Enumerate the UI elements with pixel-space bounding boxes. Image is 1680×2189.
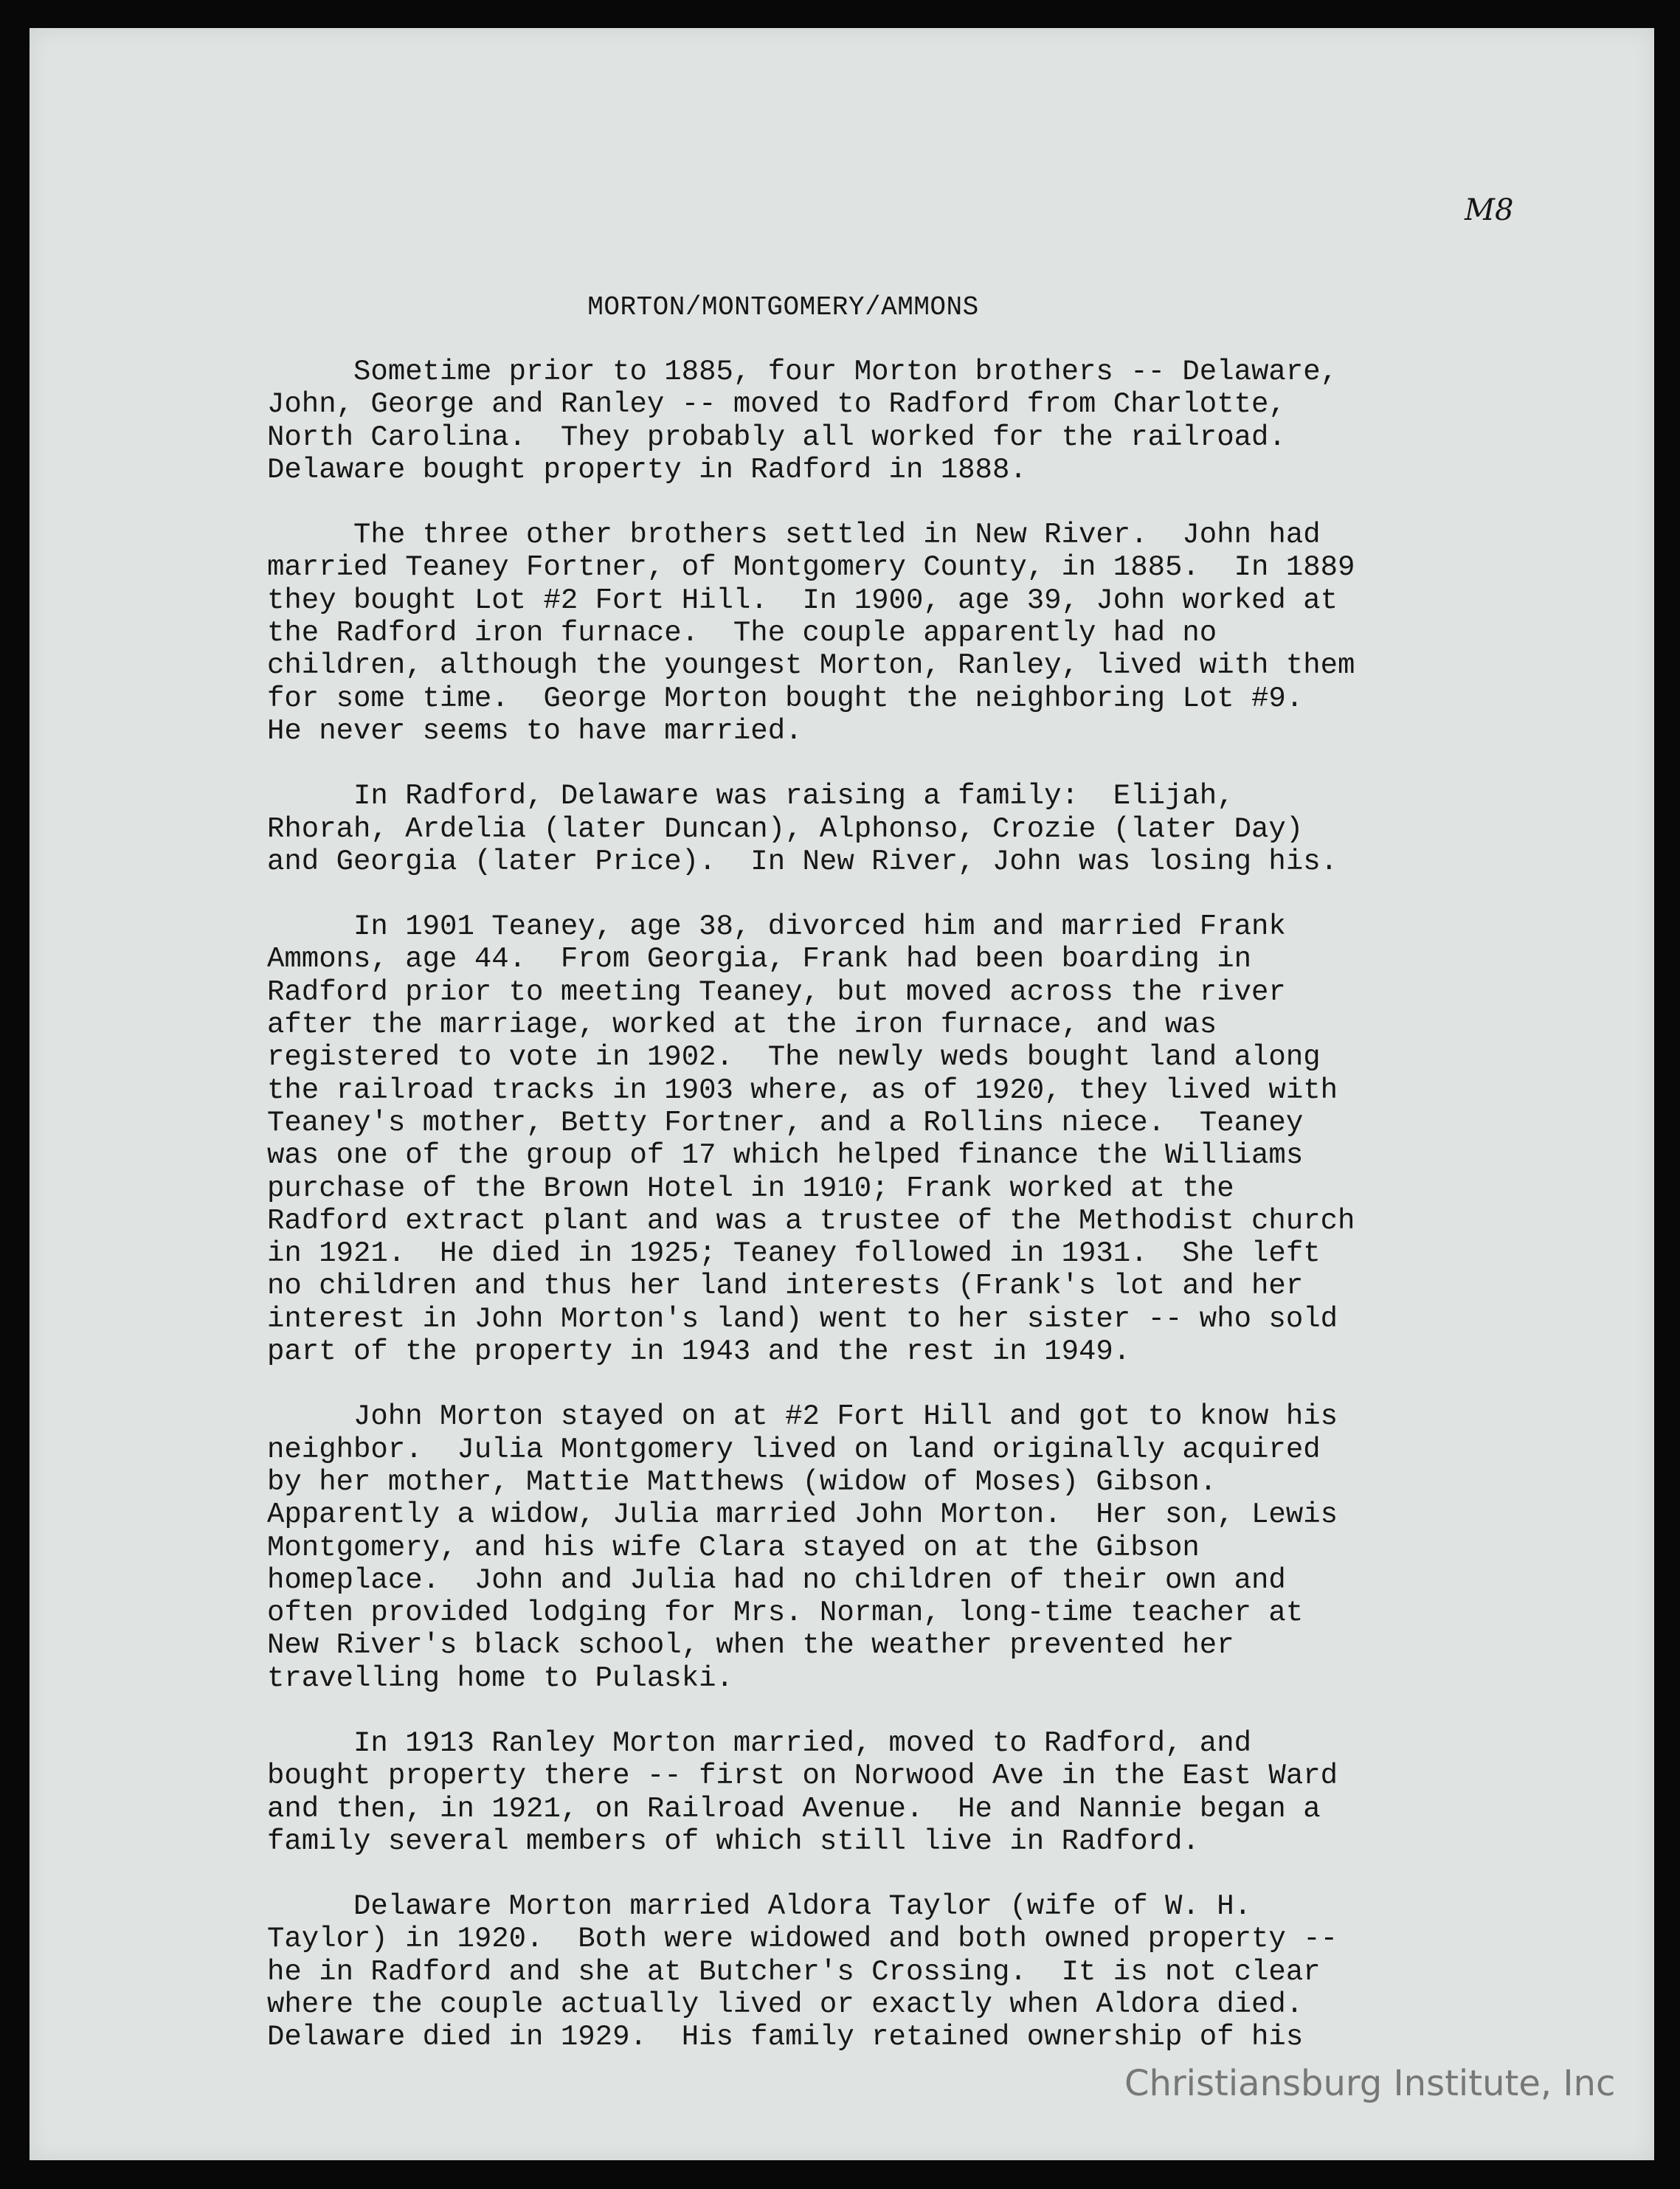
paragraph: Delaware Morton married Aldora Taylor (wife of W. H. Taylor) in 1920. Both were widowed and both owned property -- he in Radford and she at Butcher's Crossing. It is not clear where the couple actually lived or exactly when Aldora died. Delaware died in 1929. His family retained ownership of his — [267, 1890, 1338, 2054]
document-title — [0, 292, 1680, 322]
paragraph: In 1913 Ranley Morton married, moved to Radford, and bought property there -- first on Norwood Ave in the East Ward and then, in 1921, on Railroad Avenue. He and Nannie began a family several members of which still live in Radford. — [267, 1726, 1338, 1858]
document-body — [267, 356, 1536, 2086]
paragraph: Sometime prior to 1885, four Morton brothers -- Delaware, John, George and Ranley -- moved to Radford from Charlotte, North Carolina. They probably all worked for the railroad. Delaware bought property in Radford in 1888. — [267, 356, 1338, 486]
paragraph: In 1901 Teaney, age 38, divorced him and married Frank Ammons, age 44. From Georgia, Frank had been boarding in Radford prior to meeting Teaney, but moved across the river after the marriage, worked at the iron furnace, and was registered to vote in 1902. The newly weds bought land along the railroad tracks in 1903 where, as of 1920, they lived with Teaney's mother, Betty Fortner, and a Rollins niece. Teaney was one of the group of 17 which helped finance the Williams purchase of the Brown Hotel in 1910; Frank worked at the Radford extract plant and was a trustee of the Methodist church in 1921. He died in 1925; Teaney followed in 1931. She left no children and thus her land interests (Frank's lot and her interest in John Morton's land) went to her sister -- who sold part of the property in 1943 and the rest in 1949. — [267, 910, 1355, 1369]
watermark: Christiansburg Institute, Inc — [1124, 2063, 1616, 2104]
paragraph: In Radford, Delaware was raising a family: Elijah, Rhorah, Ardelia (later Duncan), Alphonso, Crozie (later Day) and Georgia (later Price). In New River, John was losing his. — [267, 780, 1338, 878]
document-title-text: MORTON/MONTGOMERY/AMMONS — [587, 292, 979, 322]
paragraph: John Morton stayed on at #2 Fort Hill and got to know his neighbor. Julia Montgomery lived on land originally acquired by her mother, Mattie Matthews (widow of Moses) Gibson. Apparently a widow, Julia married John Morton. Her son, Lewis Montgomery, and his wife Clara stayed on at the Gibson homeplace. John and Julia had no children of their own and often provided lodging for Mrs. Norman, long-time teacher at New River's black school, when the weather prevented her travelling home to Pulaski. — [267, 1400, 1338, 1695]
page-code: M8 — [1465, 193, 1514, 227]
paragraph: The three other brothers settled in New River. John had married Teaney Fortner, of Montgomery County, in 1885. In 1889 they bought Lot #2 Fort Hill. In 1900, age 39, John worked at the Radford iron furnace. The couple apparently had no children, although the youngest Morton, Ranley, lived with them for some time. George Morton bought the neighboring Lot #9. He never seems to have married. — [267, 519, 1355, 747]
